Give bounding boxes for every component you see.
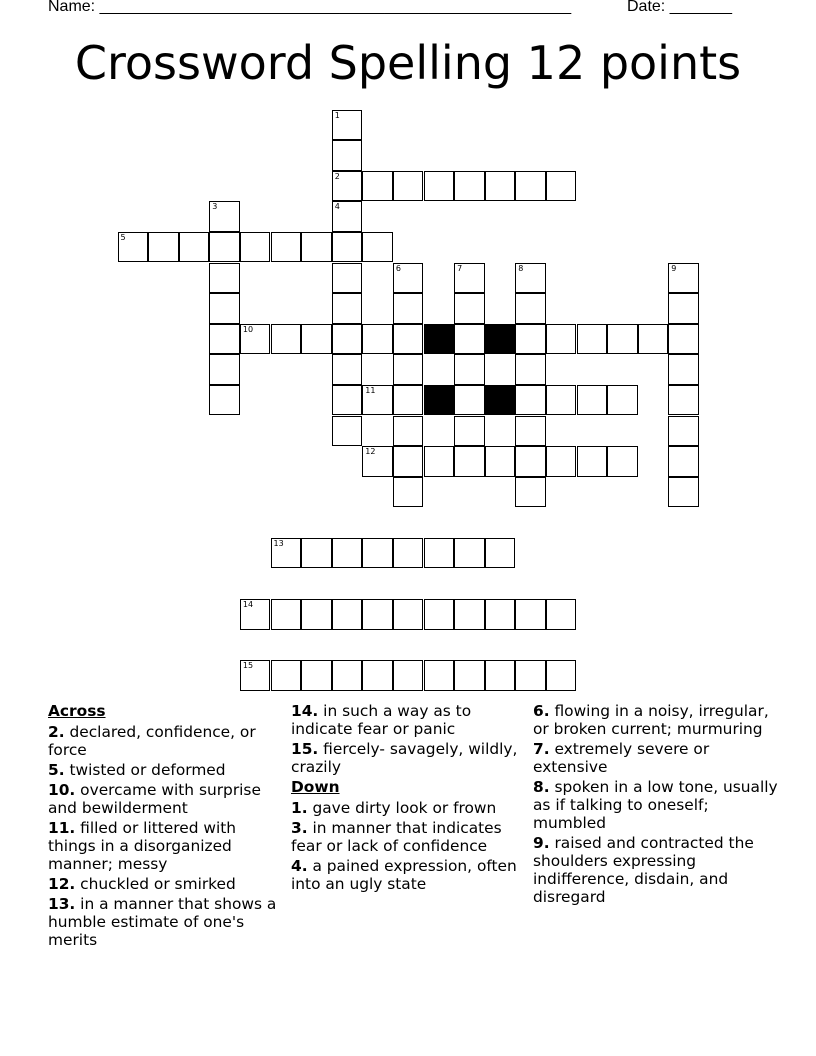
clue-text: extremely severe or extensive [533,740,710,776]
grid-cell[interactable] [362,232,393,263]
grid-cell[interactable] [485,538,516,569]
grid-cell[interactable] [424,446,455,477]
grid-cell[interactable] [332,324,363,355]
grid-cell[interactable] [577,446,608,477]
grid-cell[interactable] [515,416,546,447]
clue-number: 11. [48,819,76,837]
clue-across-5 [48,761,280,779]
grid-cell[interactable] [209,354,240,385]
grid-cell[interactable] [362,599,393,630]
clue-number: 1. [291,799,308,817]
grid-cell[interactable] [393,416,424,447]
grid-cell[interactable] [577,324,608,355]
clue-text: overcame with surprise and bewilderment [48,781,261,817]
clue-number-label: 4 [334,202,340,212]
clue-number: 15. [291,740,319,758]
clue-number-label: 10 [242,324,254,334]
grid-cell[interactable] [362,538,393,569]
grid-cell[interactable] [454,293,485,324]
grid-cell[interactable] [668,263,699,294]
clue-text: in such a way as to indicate fear or panic [291,702,472,738]
grid-cell[interactable] [332,599,363,630]
page-title: Crossword Spelling 12 points [74,36,742,90]
grid-cell[interactable] [362,385,393,416]
clue-number: 3. [291,819,308,837]
grid-cell[interactable] [209,201,240,232]
grid-cell[interactable] [546,385,577,416]
grid-cell[interactable] [332,385,363,416]
grid-cell[interactable] [118,232,149,263]
clue-number-label: 5 [120,232,126,242]
grid-cell[interactable] [668,477,699,508]
clue-text: in manner that indicates fear or lack of confidence [291,819,502,855]
clue-across-11 [48,819,280,873]
clue-text: a pained expression, often into an ugly state [291,857,517,893]
clue-number-label: 7 [457,263,463,273]
grid-cell[interactable] [332,293,363,324]
grid-cell[interactable] [209,232,240,263]
grid-cell[interactable] [271,660,302,691]
grid-cell[interactable] [332,232,363,263]
grid-cell[interactable] [393,385,424,416]
clue-down-9 [533,834,778,906]
grid-cell[interactable] [515,446,546,477]
grid-cell[interactable] [424,660,455,691]
grid-cell[interactable] [362,324,393,355]
clue-number: 10. [48,781,76,799]
grid-cell[interactable] [362,171,393,202]
grid-cell[interactable] [332,354,363,385]
grid-cell[interactable] [546,599,577,630]
clue-number-label: 1 [334,110,340,120]
clue-text: in a manner that shows a humble estimate of one's merits [48,895,277,949]
grid-cell[interactable] [393,354,424,385]
grid-cell[interactable] [271,232,302,263]
clue-text: filled or littered with things in a disorganized manner; messy [48,819,237,873]
grid-cell[interactable] [393,324,424,355]
clue-number-label: 9 [671,263,677,273]
clue-number: 6. [533,702,550,720]
clue-across-2 [48,723,280,759]
grid-cell[interactable] [454,538,485,569]
grid-cell[interactable] [454,599,485,630]
clue-number: 4. [291,857,308,875]
grid-cell[interactable] [546,171,577,202]
clue-text: chuckled or smirked [80,875,236,893]
clue-number-label: 12 [365,447,376,457]
grid-cell[interactable] [515,660,546,691]
clue-number: 8. [533,778,550,796]
clue-number-label: 3 [212,202,218,212]
grid-cell[interactable] [577,385,608,416]
grid-cell[interactable] [515,354,546,385]
grid-cell[interactable] [240,599,271,630]
clue-number: 9. [533,834,550,852]
grid-cell[interactable] [454,171,485,202]
clue-text: fiercely- savagely, wildly, crazily [291,740,518,776]
clue-down-3 [291,819,523,855]
grid-cell[interactable] [393,446,424,477]
clue-down-8 [533,778,778,832]
clue-number: 13. [48,895,76,913]
grid-cell[interactable] [362,446,393,477]
grid-cell[interactable] [209,263,240,294]
grid-cell[interactable] [271,324,302,355]
grid-cell[interactable] [271,538,302,569]
grid-cell[interactable] [240,232,271,263]
blocked-cell [424,324,455,355]
grid-cell[interactable] [454,354,485,385]
grid-cell[interactable] [209,324,240,355]
grid-cell[interactable] [424,171,455,202]
blocked-cell [485,324,516,355]
grid-cell[interactable] [301,538,332,569]
grid-cell[interactable] [148,232,179,263]
grid-cell[interactable] [515,263,546,294]
clue-number-label: 15 [242,661,254,671]
blocked-cell [424,385,455,416]
grid-cell[interactable] [179,232,210,263]
name-field-label: Name: _____________________________________________________ [48,0,572,15]
clue-across-10 [48,781,280,817]
clue-across-14 [291,702,523,738]
grid-cell[interactable] [546,446,577,477]
blocked-cell [485,385,516,416]
grid-cell[interactable] [332,201,363,232]
clue-text: flowing in a noisy, irregular, or broken current; murmuring [533,702,769,738]
grid-cell[interactable] [668,416,699,447]
grid-cell[interactable] [240,324,271,355]
grid-cell[interactable] [362,660,393,691]
grid-cell[interactable] [454,416,485,447]
grid-cell[interactable] [515,477,546,508]
grid-cell[interactable] [515,324,546,355]
grid-cell[interactable] [515,385,546,416]
grid-cell[interactable] [332,538,363,569]
grid-cell[interactable] [301,599,332,630]
clue-number-label: 14 [242,600,254,610]
grid-cell[interactable] [485,171,516,202]
grid-cell[interactable] [485,599,516,630]
grid-cell[interactable] [607,385,638,416]
grid-cell[interactable] [332,140,363,171]
grid-cell[interactable] [638,324,669,355]
grid-cell[interactable] [393,293,424,324]
clue-text: gave dirty look or frown [312,799,497,817]
grid-cell[interactable] [332,263,363,294]
grid-cell[interactable] [546,660,577,691]
grid-cell[interactable] [546,324,577,355]
clue-across-12 [48,875,280,893]
grid-cell[interactable] [393,538,424,569]
clue-number-label: 11 [365,385,376,395]
grid-cell[interactable] [454,385,485,416]
grid-cell[interactable] [209,293,240,324]
clue-text: declared, confidence, or force [48,723,256,759]
grid-cell[interactable] [454,324,485,355]
grid-cell[interactable] [515,171,546,202]
clue-column-2 [291,702,523,895]
grid-cell[interactable] [607,446,638,477]
clue-down-7 [533,740,778,776]
grid-cell[interactable] [668,385,699,416]
grid-cell[interactable] [515,293,546,324]
grid-cell[interactable] [454,446,485,477]
grid-cell[interactable] [393,171,424,202]
grid-cell[interactable] [424,599,455,630]
clue-text: twisted or deformed [69,761,226,779]
clue-down-6 [533,702,778,738]
grid-cell[interactable] [485,446,516,477]
clue-down-1 [291,799,523,817]
clue-number-label: 13 [273,538,284,548]
clue-text: raised and contracted the shoulders expressing indifference, disdain, and disregard [533,834,754,906]
clue-column-3 [533,702,778,908]
grid-cell[interactable] [515,599,546,630]
grid-cell[interactable] [424,538,455,569]
clue-number: 2. [48,723,65,741]
clue-number: 5. [48,761,65,779]
grid-cell[interactable] [454,660,485,691]
clue-number: 14. [291,702,319,720]
down-heading: Down [291,778,340,796]
clue-text: spoken in a low tone, usually as if talking to oneself; mumbled [533,778,778,832]
clue-across-15 [291,740,523,776]
grid-cell[interactable] [668,324,699,355]
date-field-label: Date: _______ [627,0,732,15]
grid-cell[interactable] [332,416,363,447]
grid-cell[interactable] [454,263,485,294]
grid-cell[interactable] [668,446,699,477]
grid-cell[interactable] [301,660,332,691]
clue-number-label: 2 [334,171,340,181]
clue-number-label: 8 [518,263,524,273]
grid-cell[interactable] [393,263,424,294]
grid-cell[interactable] [332,110,363,141]
clue-down-4 [291,857,523,893]
clue-across-13 [48,895,280,949]
grid-cell[interactable] [393,477,424,508]
grid-cell[interactable] [393,599,424,630]
grid-cell[interactable] [332,171,363,202]
grid-cell[interactable] [485,660,516,691]
grid-cell[interactable] [668,293,699,324]
grid-cell[interactable] [301,232,332,263]
grid-cell[interactable] [668,354,699,385]
across-heading: Across [48,702,106,720]
grid-cell[interactable] [607,324,638,355]
grid-cell[interactable] [209,385,240,416]
clue-number: 12. [48,875,76,893]
grid-cell[interactable] [301,324,332,355]
grid-cell[interactable] [240,660,271,691]
grid-cell[interactable] [393,660,424,691]
clue-number-label: 6 [395,263,401,273]
grid-cell[interactable] [271,599,302,630]
clue-column-1 [48,702,280,951]
grid-cell[interactable] [332,660,363,691]
clue-number: 7. [533,740,550,758]
